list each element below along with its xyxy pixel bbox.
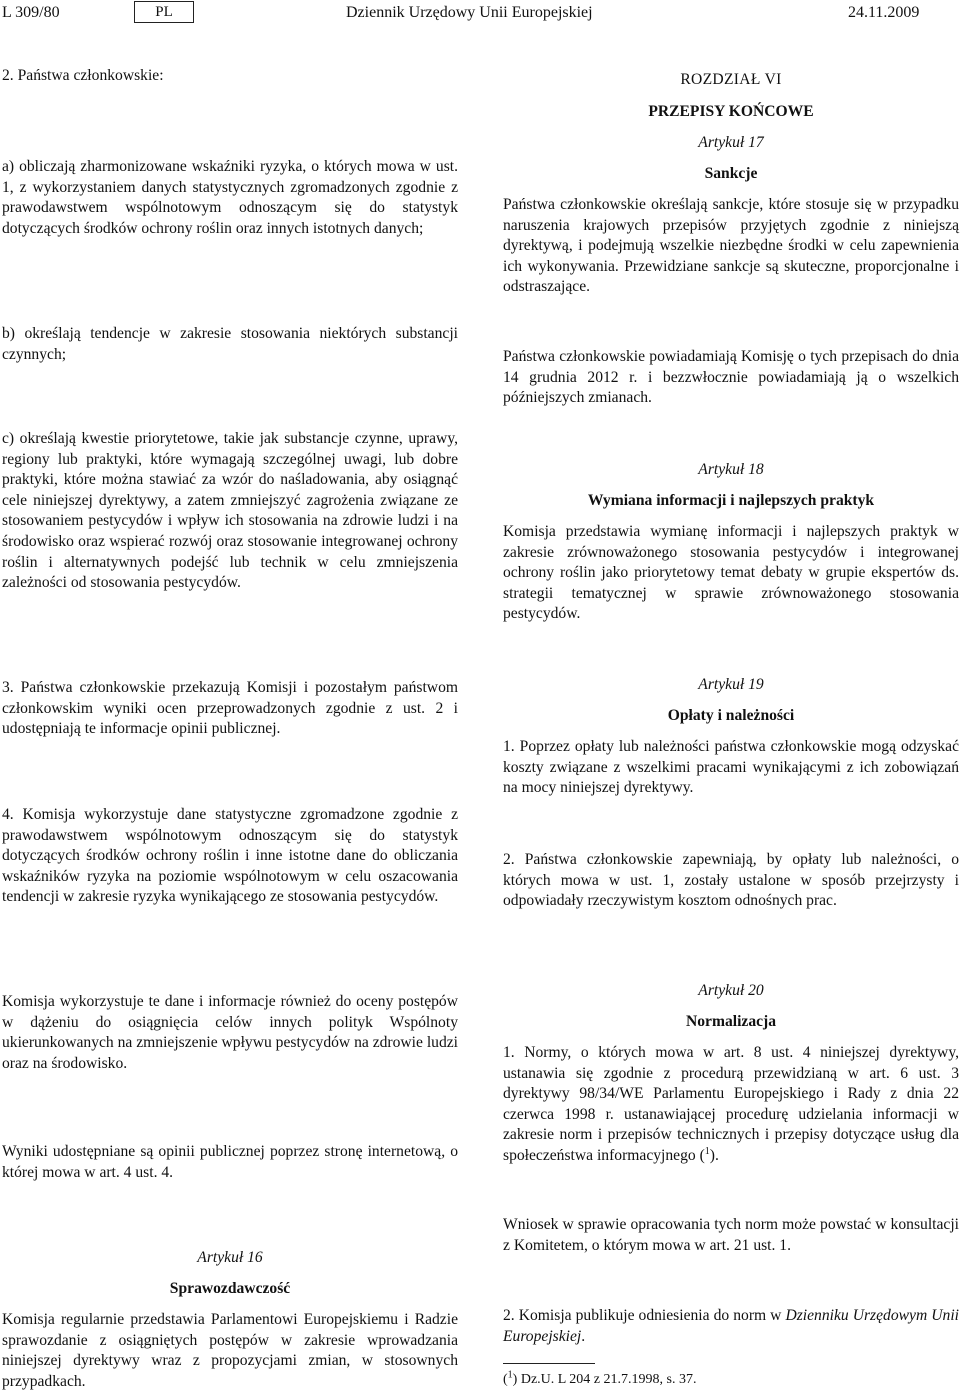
footnote-reference[interactable]: 1 — [704, 1145, 710, 1157]
language-badge: PL — [134, 1, 194, 23]
article-20-heading: Artykuł 20 — [698, 982, 764, 999]
article-19-heading: Artykuł 19 — [698, 676, 764, 693]
footnote-mark: 1 — [507, 1369, 513, 1381]
article-20-paragraph-2-end: . — [581, 1327, 586, 1345]
article-20-title: Normalizacja — [685, 1013, 777, 1030]
article-20-paragraph-1-end: ). — [709, 1146, 719, 1164]
publication-date: 24.11.2009 — [848, 4, 920, 21]
paragraph-4: 4. Komisja wykorzystuje dane statystyczne zgromadzone zgodnie z prawodawstwem wspólnotowym odnoszącym się do statystyk dotyczących środków ochrony roślin i inne istotne dane do obliczania wskaźników ryzyka na poziomie wspólnotowym w celu oszacowania tendencji w zakresie ryzyka wynikającego ze stosowania pestycydów. — [2, 806, 458, 906]
footnote: ($^1$) Dz.U. L 204 z 21.7.1998, s. 37. — [503, 1369, 697, 1387]
article-17-paragraph-2: Państwa członkowskie powiadamiają Komisję o tych przepisach do dnia 14 grudnia 2012 r. i bezzwłocznie powiadamiają ją o wszelkich późniejszych zmianach. — [503, 348, 959, 407]
article-16-title: Sprawozdawczość — [169, 1280, 291, 1297]
article-19-title: Opłaty i należności — [667, 707, 795, 724]
journal-name-italic: Dzienniku Urzędowym Unii Europejskiej — [503, 1307, 959, 1345]
footnote-separator — [503, 1363, 595, 1364]
article-16-heading: Artykuł 16 — [197, 1249, 263, 1266]
footnote-text: Dz.U. L 204 z 21.7.1998, s. 37. — [520, 1372, 697, 1387]
article-17-heading: Artykuł 17 — [698, 134, 764, 151]
paragraph-5: Komisja wykorzystuje te dane i informacje również do oceny postępów w dążeniu do osiągnięcia celów innych polityk Wspólnoty ukierunkowanych na zmniejszenie wpływu pestycydów na zdrowie ludzi oraz na środowisko. — [2, 993, 458, 1072]
article-18-heading: Artykuł 18 — [698, 461, 764, 478]
chapter-title: PRZEPISY KOŃCOWE — [648, 103, 814, 120]
article-20-paragraph-2 — [503, 1306, 959, 1347]
article-19-paragraph-1: 1. Poprzez opłaty lub należności państwa członkowskie mogą odzyskać koszty związane z wszelkimi pracami wynikającymi z ich zobowiązań na mocy niniejszej dyrektywy. — [503, 738, 959, 797]
article-17-paragraph-1: Państwa członkowskie określają sankcje, które stosuje się w przypadku naruszenia krajowych przepisów przyjętych zgodnie z niniejszą dyrektywą, i podejmują wszelkie niezbędne środki w celu zapewnienia ich wykonywania. Przewidziane sankcje są skuteczne, proporcjonalne i odstraszające. — [503, 196, 959, 296]
article-16-paragraph: Komisja regularnie przedstawia Parlamentowi Europejskiemu i Radzie sprawozdanie z osiągniętych postępów w zakresie wprowadzania niniejszej dyrektywy wraz z propozycjami zmian, w stosownych przypadkach. — [2, 1311, 458, 1390]
paragraph-2a: a) obliczają zharmonizowane wskaźniki ryzyka, o których mowa w ust. 1, z wykorzystaniem danych statystycznych zgromadzonych zgodnie z prawodawstwem wspólnotowym odnoszącym się do statystyk dotyczących środków ochrony roślin oraz innych istotnych danych; — [2, 158, 458, 237]
article-18-paragraph: Komisja przedstawia wymianę informacji i najlepszych praktyk w zakresie zrównoważonego stosowania pestycydów i integrowanej ochrony roślin jako priorytetowy temat debaty w grupie ekspertów ds. strategii tematycznej w sprawie zrównoważonego stosowania pestycydów. — [503, 523, 959, 623]
article-20-paragraph-2-text: 2. Komisja publikuje odniesienia do norm w — [503, 1307, 786, 1324]
article-17-title: Sankcje — [704, 165, 758, 182]
paragraph-3: 3. Państwa członkowskie przekazują Komisji i pozostałym państwom członkowskim wyniki ocen przeprowadzonych zgodnie z ust. 2 i udostępniają te informacje opinii publicznej. — [2, 679, 458, 738]
paragraph-2c: c) określają kwestie priorytetowe, takie jak substancje czynne, uprawy, regiony lub praktyki, które wymagają szczególnej uwagi, lub dobre praktyki, które można stawiać za wzór do naśladowania, aby osiągnąć cele niniejszej dyrektywy, a zatem zmniejszyć zagrożenia związane ze stosowaniem pestycydów i wpływ ich stosowania na zdrowie ludzi i na środowisko oraz wspierać rozwój oraz stosowanie integrowanej ochrony roślin i alternatywnych podejść lub technik w celu zmniejszenia zależności od stosowania pestycydów. — [2, 430, 458, 592]
article-19-paragraph-2: 2. Państwa członkowskie zapewniają, by opłaty lub należności, o których mowa w ust. 1, zostały ustalone w sposób przejrzysty i odpowiadały rzeczywistym kosztom odnośnych prac. — [503, 851, 959, 910]
paragraph-2-intro: 2. Państwa członkowskie: — [2, 67, 164, 84]
paragraph-6: Wyniki udostępniane są opinii publicznej poprzez stronę internetową, o której mowa w art. 4 ust. 4. — [2, 1143, 458, 1181]
page-number: L 309/80 — [2, 4, 60, 21]
article-20-paragraph-1-text: 1. Normy, o których mowa w art. 8 ust. 4 niniejszej dyrektywy, ustanawia się zgodnie z procedurą przewidzianą w art. 6 ust. 3 dyrektywy 98/34/WE Parlamentu Europejskiego i Rady z dnia 22 czerwca 1998 r. ustanawiającej procedurę udzielania informacji w zakresie norm i przepisów technicznych i przepisy dotyczące usług dla społeczeństwa informacyjnego ( — [503, 1044, 959, 1164]
article-18-title: Wymiana informacji i najlepszych praktyk — [587, 492, 875, 509]
article-20-paragraph-1 — [503, 1043, 959, 1167]
journal-title: Dziennik Urzędowy Unii Europejskiej — [346, 4, 593, 21]
article-20-paragraph-wniosek: Wniosek w sprawie opracowania tych norm może powstać w konsultacji z Komitetem, o którym mowa w art. 21 ust. 1. — [503, 1216, 959, 1254]
chapter-number: ROZDZIAŁ VI — [680, 71, 782, 88]
paragraph-2b: b) określają tendencje w zakresie stosowania niektórych substancji czynnych; — [2, 325, 458, 363]
page-header — [0, 0, 960, 36]
